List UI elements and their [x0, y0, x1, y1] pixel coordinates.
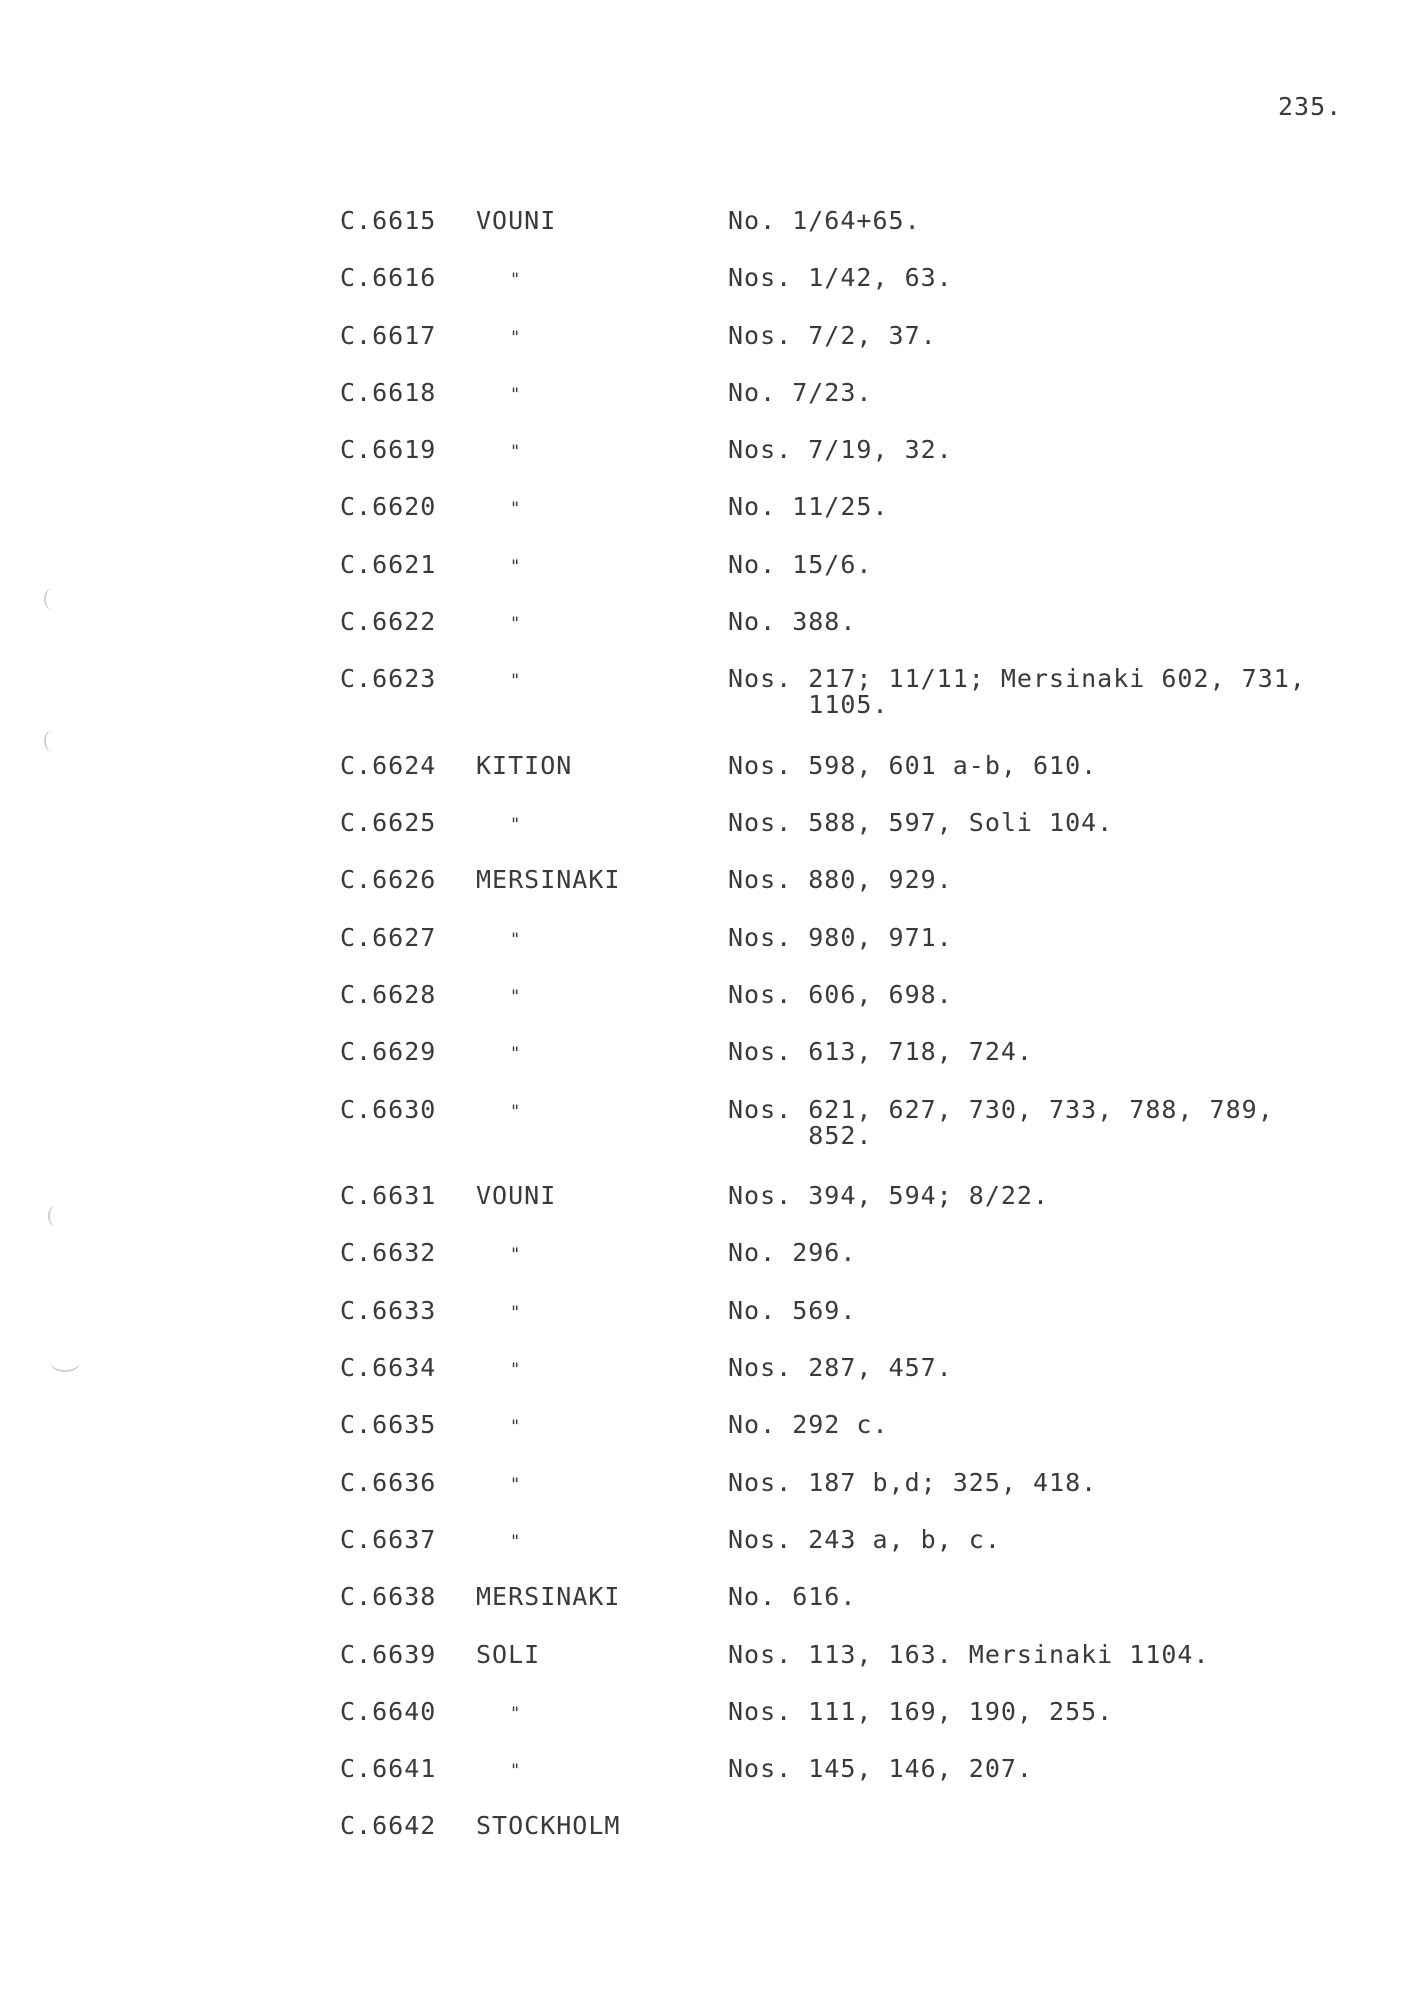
- margin-mark: [50, 1352, 80, 1372]
- margin-mark: [44, 730, 60, 752]
- margin-mark: [48, 1205, 64, 1227]
- entry-numbers: No. 7/23.: [728, 377, 873, 407]
- entry-row: [340, 1813, 1350, 1870]
- entry-site: MERSINAKI: [476, 865, 621, 895]
- page-number: 235.: [1278, 92, 1343, 121]
- entry-code: C.6631: [340, 1181, 437, 1211]
- entry-numbers: Nos. 980, 971.: [728, 922, 953, 952]
- entry-row: [340, 208, 1350, 265]
- entry-site: ": [510, 1531, 522, 1552]
- entry-numbers: Nos. 588, 597, Soli 104.: [728, 808, 1114, 838]
- entry-site: ": [510, 327, 522, 348]
- entry-code: C.6622: [340, 607, 437, 637]
- entry-site: SOLI: [476, 1639, 541, 1669]
- entry-row: [340, 1039, 1350, 1096]
- entry-site: ": [510, 442, 522, 463]
- entry-code: C.6640: [340, 1696, 437, 1726]
- entry-code: C.6633: [340, 1295, 437, 1325]
- entry-numbers: Nos. 1/42, 63.: [728, 263, 953, 293]
- entry-site: ": [510, 556, 522, 577]
- entry-row: [340, 1639, 1350, 1699]
- margin-mark: [44, 588, 60, 610]
- entry-row: [340, 1524, 1350, 1584]
- entry-numbers: Nos. 7/2, 37.: [728, 320, 937, 350]
- entry-numbers: No. 569.: [728, 1295, 857, 1325]
- entry-site: KITION: [476, 750, 573, 780]
- entry-site: ": [510, 499, 522, 520]
- entry-numbers: Nos. 880, 929.: [728, 865, 953, 895]
- entry-row: [340, 437, 1350, 494]
- entry-site: ": [510, 1302, 522, 1323]
- entry-row: [340, 1584, 1350, 1641]
- entry-site: STOCKHOLM: [476, 1811, 621, 1841]
- entry-code: C.6636: [340, 1467, 437, 1497]
- entry-code: C.6638: [340, 1582, 437, 1612]
- entry-numbers: Nos. 187 b,d; 325, 418.: [728, 1467, 1098, 1497]
- entry-code: C.6639: [340, 1639, 437, 1669]
- entry-site: VOUNI: [476, 1181, 557, 1211]
- entry-code: C.6616: [340, 263, 437, 293]
- entry-code: C.6634: [340, 1353, 437, 1383]
- entry-numbers: Nos. 111, 169, 190, 255.: [728, 1696, 1114, 1726]
- entry-code: C.6617: [340, 320, 437, 350]
- entry-code: C.6637: [340, 1524, 437, 1554]
- entry-numbers: No. 1/64+65.: [728, 206, 921, 235]
- entry-row: [340, 1756, 1350, 1813]
- entry-row: [340, 609, 1350, 666]
- entry-row: [340, 1696, 1350, 1756]
- entry-code: C.6641: [340, 1754, 437, 1784]
- catalogue-entries: [340, 208, 1350, 1871]
- entry-code: C.6615: [340, 206, 437, 235]
- entry-row: [340, 666, 1350, 753]
- entry-numbers: No. 292 c.: [728, 1410, 889, 1440]
- entry-numbers: No. 15/6.: [728, 549, 873, 579]
- entry-numbers: Nos. 145, 146, 207.: [728, 1754, 1033, 1784]
- entry-site: ": [510, 1417, 522, 1438]
- entry-numbers: Nos. 598, 601 a-b, 610.: [728, 750, 1098, 780]
- entry-site: ": [510, 1703, 522, 1724]
- entry-code: C.6618: [340, 377, 437, 407]
- entry-row: [340, 922, 1350, 982]
- entry-row: [340, 982, 1350, 1039]
- entry-site: ": [510, 929, 522, 950]
- entry-site: ": [510, 614, 522, 635]
- entry-row: [340, 549, 1350, 609]
- entry-site: ": [510, 270, 522, 291]
- entry-site: ": [510, 815, 522, 836]
- entry-row: [340, 1467, 1350, 1527]
- entry-site: VOUNI: [476, 206, 557, 235]
- entry-row: [340, 1355, 1350, 1412]
- entry-code: C.6628: [340, 980, 437, 1010]
- entry-code: C.6625: [340, 808, 437, 838]
- entry-site: ": [510, 1044, 522, 1065]
- entry-site: MERSINAKI: [476, 1582, 621, 1612]
- entry-numbers: Nos. 394, 594; 8/22.: [728, 1181, 1050, 1211]
- entry-site: ": [510, 671, 522, 692]
- entry-numbers: Nos. 243 a, b, c.: [728, 1524, 1001, 1554]
- entry-code: C.6620: [340, 492, 437, 522]
- entry-code: C.6627: [340, 922, 437, 952]
- entry-row: [340, 1094, 1350, 1184]
- entry-site: ": [510, 987, 522, 1008]
- entry-code: C.6626: [340, 865, 437, 895]
- entry-row: [340, 1295, 1350, 1355]
- entry-numbers: No. 616.: [728, 1582, 857, 1612]
- entry-code: C.6630: [340, 1094, 437, 1124]
- entry-row: [340, 1183, 1350, 1240]
- entry-numbers: Nos. 613, 718, 724.: [728, 1037, 1033, 1067]
- entry-numbers: Nos. 287, 457.: [728, 1353, 953, 1383]
- entry-code: C.6619: [340, 435, 437, 465]
- entry-numbers: Nos. 7/19, 32.: [728, 435, 953, 465]
- entry-site: ": [510, 1474, 522, 1495]
- entry-numbers: Nos. 217; 11/11; Mersinaki 602, 731, 1105.: [728, 664, 1306, 720]
- entry-numbers: No. 388.: [728, 607, 857, 637]
- entry-row: [340, 810, 1350, 867]
- entry-code: C.6621: [340, 549, 437, 579]
- entry-row: [340, 1240, 1350, 1297]
- entry-code: C.6623: [340, 664, 437, 694]
- entry-numbers: Nos. 606, 698.: [728, 980, 953, 1010]
- entry-row: [340, 1412, 1350, 1469]
- entry-site: ": [510, 1101, 522, 1122]
- entry-site: ": [510, 384, 522, 405]
- entry-code: C.6624: [340, 750, 437, 780]
- entry-row: [340, 265, 1350, 322]
- entry-row: [340, 377, 1350, 437]
- entry-code: C.6635: [340, 1410, 437, 1440]
- entry-site: ": [510, 1761, 522, 1782]
- entry-numbers: Nos. 621, 627, 730, 733, 788, 789, 852.: [728, 1094, 1274, 1150]
- entry-site: ": [510, 1245, 522, 1266]
- entry-row: [340, 750, 1350, 810]
- entry-code: C.6629: [340, 1037, 437, 1067]
- entry-numbers: Nos. 113, 163. Mersinaki 1104.: [728, 1639, 1210, 1669]
- entry-row: [340, 494, 1350, 551]
- entry-code: C.6642: [340, 1811, 437, 1841]
- entry-numbers: No. 11/25.: [728, 492, 889, 522]
- entry-row: [340, 867, 1350, 924]
- entry-row: [340, 320, 1350, 380]
- entry-site: ": [510, 1360, 522, 1381]
- entry-code: C.6632: [340, 1238, 437, 1268]
- entry-numbers: No. 296.: [728, 1238, 857, 1268]
